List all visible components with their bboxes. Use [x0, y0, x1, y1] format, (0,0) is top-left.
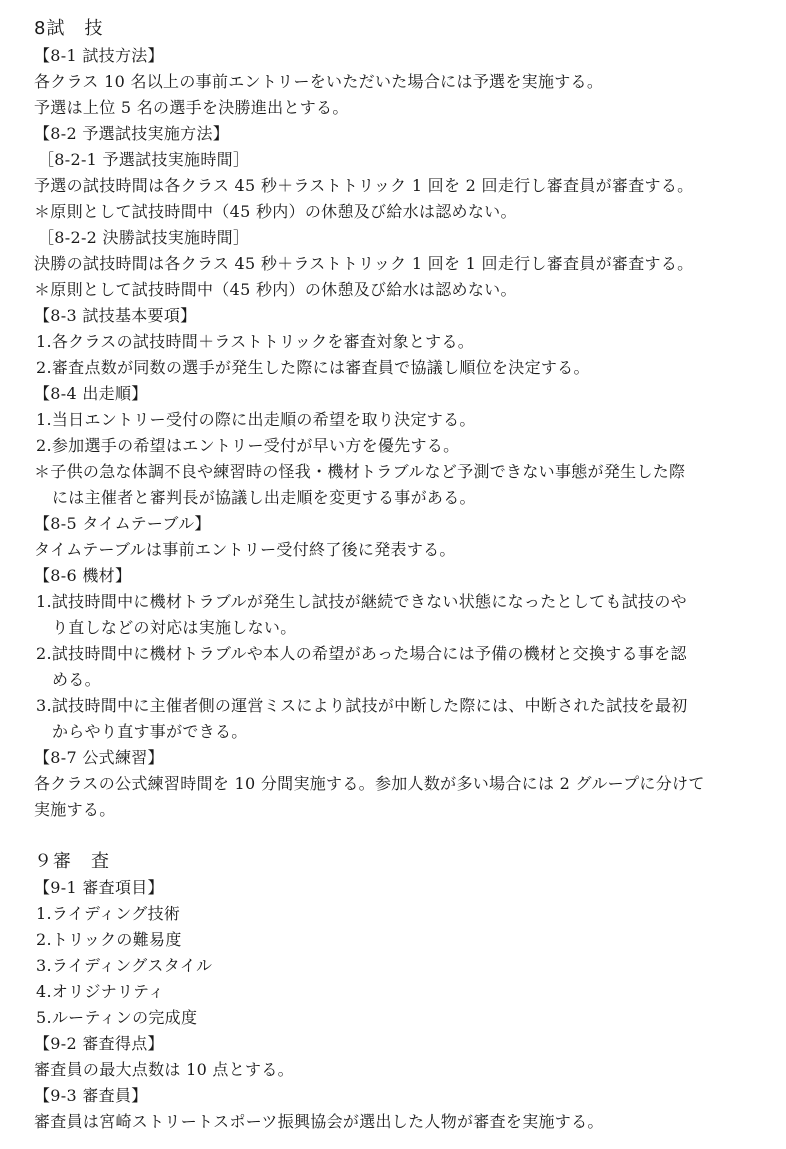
section-8-4-note-cont: には主催者と審判長が協議し出走順を変更する事がある。	[52, 488, 476, 507]
section-8-heading: 8試 技	[34, 18, 104, 39]
section-8-6-title: 【8-6 機材】	[34, 566, 132, 585]
section-8-7-line-cont: 実施する。	[34, 800, 116, 819]
section-8-6-line: 2.試技時間中に機材トラブルや本人の希望があった場合には予備の機材と交換する事を認	[36, 644, 687, 663]
section-8-1-title: 【8-1 試技方法】	[34, 46, 164, 65]
judging-item: 1.ライディング技術	[36, 904, 181, 923]
section-8-6-line-cont: める。	[52, 670, 101, 689]
section-8-6-line-cont: り直しなどの対応は実施しない。	[52, 618, 297, 637]
section-8-3-line: 1.各クラスの試技時間＋ラストトリックを審査対象とする。	[36, 332, 475, 351]
section-8-7-title: 【8-7 公式練習】	[34, 748, 164, 767]
section-8-2-1-note: ＊原則として試技時間中（45 秒内）の休憩及び給水は認めない。	[34, 202, 517, 221]
section-8-6-line: 1.試技時間中に機材トラブルが発生し試技が継続できない状態になったとしても試技のや	[36, 592, 687, 611]
section-9-2-title: 【9-2 審査得点】	[34, 1034, 164, 1053]
section-8-3-title: 【8-3 試技基本要項】	[34, 306, 197, 325]
section-8-2-title: 【8-2 予選試技実施方法】	[34, 124, 230, 143]
section-8-6-line-cont: からやり直す事ができる。	[52, 722, 248, 741]
section-8-2-2-line: 決勝の試技時間は各クラス 45 秒＋ラストトリック 1 回を 1 回走行し審査員が審査する。	[34, 254, 694, 273]
section-8-2-2-note: ＊原則として試技時間中（45 秒内）の休憩及び給水は認めない。	[34, 280, 517, 299]
section-8-1-line: 予選は上位 5 名の選手を決勝進出とする。	[34, 98, 349, 117]
section-8-1-line: 各クラス 10 名以上の事前エントリーをいただいた場合には予選を実施する。	[34, 72, 604, 91]
section-8-2-1-title: ［8-2-1 予選試技実施時間］	[38, 150, 250, 169]
section-8-2-1-line: 予選の試技時間は各クラス 45 秒＋ラストトリック 1 回を 2 回走行し審査員が審査する。	[34, 176, 694, 195]
section-8-4-line: 2.参加選手の希望はエントリー受付が早い方を優先する。	[36, 436, 460, 455]
section-9-heading: ９審 査	[34, 851, 110, 872]
section-8-2-2-title: ［8-2-2 決勝試技実施時間］	[38, 228, 250, 247]
judging-item: 2.トリックの難易度	[36, 930, 182, 949]
section-8-5-line: タイムテーブルは事前エントリー受付終了後に発表する。	[34, 540, 456, 559]
judging-item: 4.オリジナリティ	[36, 982, 165, 1001]
section-9-1-title: 【9-1 審査項目】	[34, 878, 164, 897]
section-8-4-line: 1.当日エントリー受付の際に出走順の希望を取り決定する。	[36, 410, 476, 429]
section-8-4-note: ＊子供の急な体調不良や練習時の怪我・機材トラブルなど予測できない事態が発生した際	[34, 462, 686, 481]
judging-item: 5.ルーティンの完成度	[36, 1008, 198, 1027]
section-9-3-title: 【9-3 審査員】	[34, 1086, 148, 1105]
judging-item: 3.ライディングスタイル	[36, 956, 213, 975]
section-8-3-line: 2.審査点数が同数の選手が発生した際には審査員で協議し順位を決定する。	[36, 358, 590, 377]
section-8-4-title: 【8-4 出走順】	[34, 384, 148, 403]
section-8-6-line: 3.試技時間中に主催者側の運営ミスにより試技が中断した際には、中断された試技を最初	[36, 696, 688, 715]
section-9-3-line: 審査員は宮崎ストリートスポーツ振興協会が選出した人物が審査を実施する。	[34, 1112, 604, 1131]
section-9-2-line: 審査員の最大点数は 10 点とする。	[34, 1060, 294, 1079]
section-8-7-line: 各クラスの公式練習時間を 10 分間実施する。参加人数が多い場合には 2 グループに分けて	[34, 774, 705, 793]
section-8-5-title: 【8-5 タイムテーブル】	[34, 514, 211, 533]
